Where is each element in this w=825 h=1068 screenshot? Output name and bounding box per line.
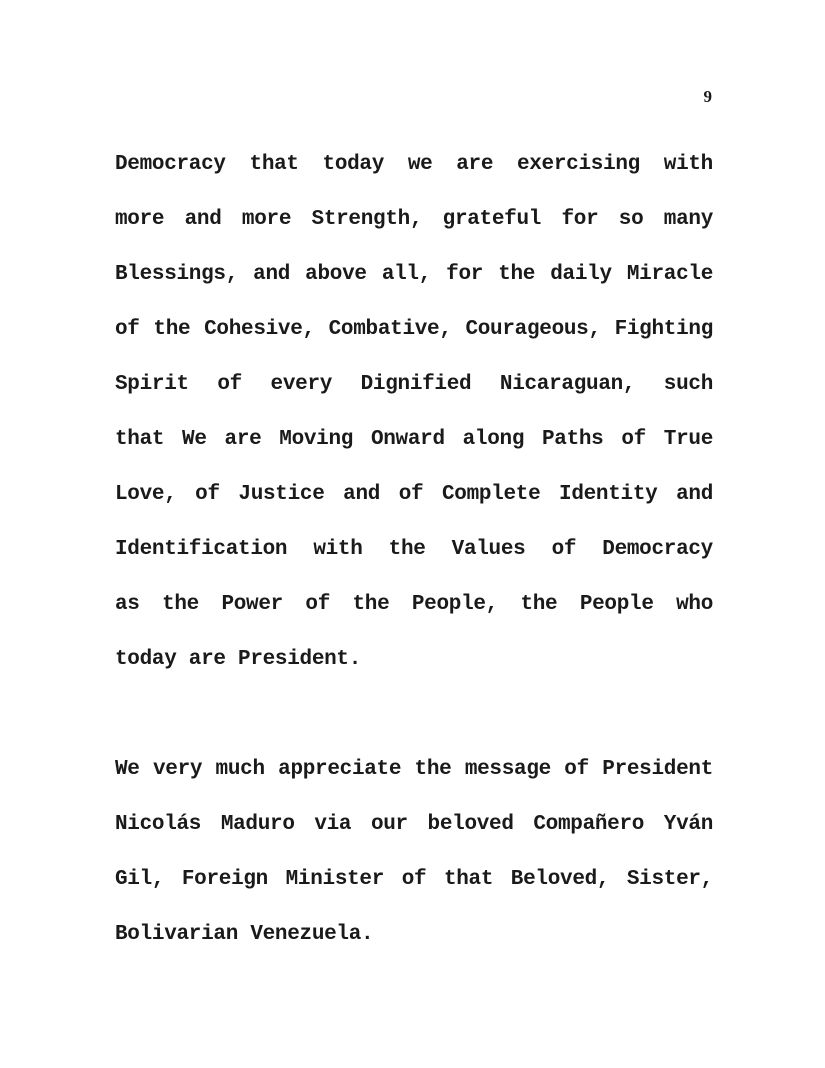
text-line: Blessings, and above all, for the daily Miracle bbox=[115, 263, 713, 286]
page-number: 9 bbox=[703, 87, 712, 106]
text-line: Identification with the Values of Democracy bbox=[115, 538, 713, 561]
text-line: as the Power of the People, the People who bbox=[115, 593, 713, 616]
text-line: more and more Strength, grateful for so many bbox=[115, 208, 713, 231]
text-line: Gil, Foreign Minister of that Beloved, Sister, bbox=[115, 868, 713, 891]
text-line: Nicolás Maduro via our beloved Compañero Yván bbox=[115, 813, 713, 836]
text-line: We very much appreciate the message of President bbox=[115, 758, 713, 781]
text-line: Democracy that today we are exercising with bbox=[115, 153, 713, 176]
paragraph bbox=[115, 137, 713, 687]
text-line: today are President. bbox=[115, 648, 362, 671]
text-line: Bolivarian Venezuela. bbox=[115, 923, 374, 946]
text-line: Love, of Justice and of Complete Identity and bbox=[115, 483, 713, 506]
text-line: of the Cohesive, Combative, Courageous, Fighting bbox=[115, 318, 713, 341]
text-line: that We are Moving Onward along Paths of True bbox=[115, 428, 713, 451]
text-line: Spirit of every Dignified Nicaraguan, such bbox=[115, 373, 713, 396]
paragraph bbox=[115, 742, 713, 962]
